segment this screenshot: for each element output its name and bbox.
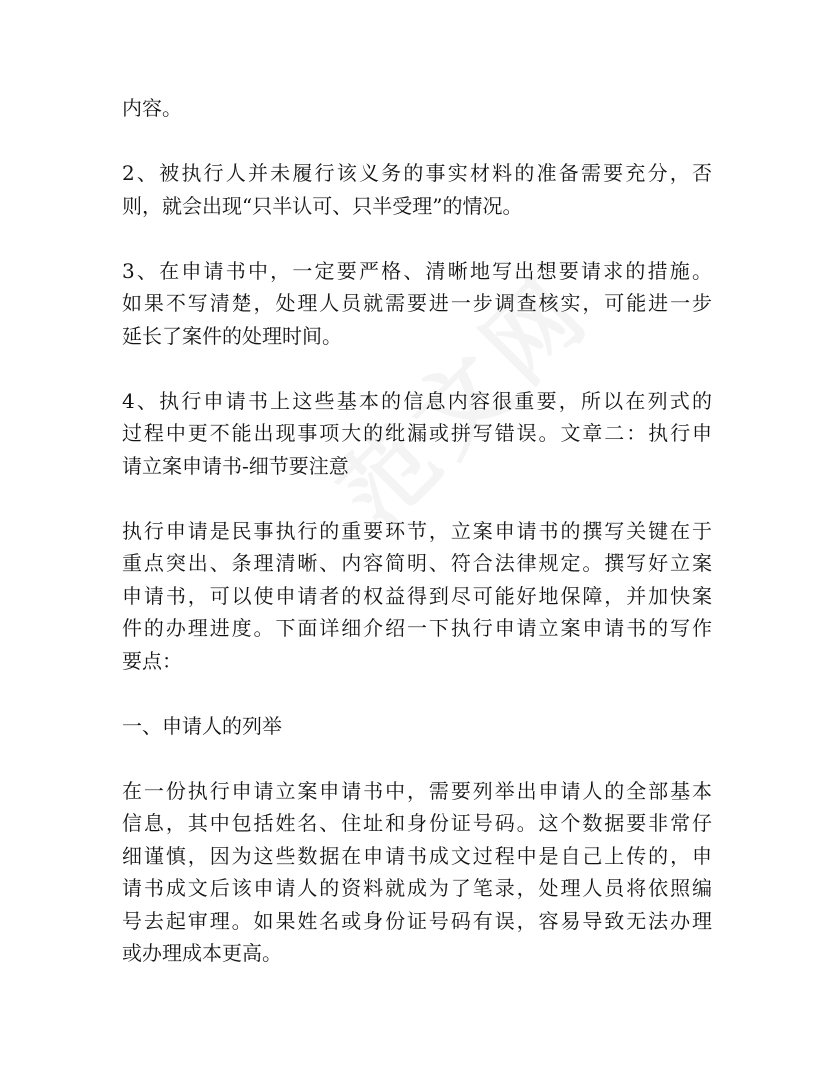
text-line: 信息，其中包括姓名、住址和身份证号码。这个数据要非常仔: [122, 811, 712, 835]
paragraph-content-end: [122, 92, 712, 125]
paragraph-intro: [122, 515, 712, 678]
text-line: 则，就会出现“只半认可、只半受理”的情况。: [122, 193, 523, 218]
text-line: 重点突出、条理清晰、内容简明、符合法律规定。撰写好立案: [122, 551, 712, 575]
text-line: 在一份执行申请立案申请书中，需要列举出申请人的全部基本: [122, 778, 712, 803]
text-line: 件的办理进度。下面详细介绍一下执行申请立案申请书的写作: [122, 616, 712, 640]
text-line: 过程中更不能出现事项大的纰漏或拼写错误。文章二：执行申: [122, 421, 712, 445]
text-line: 细谨慎，因为这些数据在申请书成文过程中是自己上传的，申: [122, 843, 712, 868]
text-line: 执行申请是民事执行的重要环节，立案申请书的撰写关键在于: [122, 518, 712, 543]
paragraph-point-3: [122, 255, 712, 353]
text-line: 申请书，可以使申请者的权益得到尽可能好地保障，并加快案: [122, 583, 712, 608]
text-line: 请立案申请书-细节要注意: [122, 453, 349, 478]
paragraph-point-2: [122, 157, 712, 222]
section-heading-applicant: [122, 710, 712, 743]
text-line: 一、申请人的列举: [122, 713, 282, 738]
text-line: 号去起审理。如果姓名或身份证号码有误，容易导致无法办理: [122, 908, 712, 933]
paragraph-applicant-details: [122, 775, 712, 970]
text-line: 如果不写清楚，处理人员就需要进一步调查核实，可能进一步: [122, 291, 712, 315]
text-line: 4、执行申请书上这些基本的信息内容很重要，所以在列式的: [122, 388, 712, 413]
text-line: 要点：: [122, 648, 182, 673]
text-line: 延长了案件的处理时间。: [122, 323, 342, 348]
text-line: 2、被执行人并未履行该义务的事实材料的准备需要充分，否: [122, 161, 712, 185]
text-line: 或办理成本更高。: [122, 941, 282, 965]
text-line: 3、在申请书中，一定要严格、清晰地写出想要请求的措施。: [122, 258, 712, 283]
text-line: 内容。: [122, 96, 182, 120]
document-body: [122, 92, 712, 1002]
text-line: 请书成文后该申请人的资料就成为了笔录，处理人员将依照编: [122, 876, 712, 900]
paragraph-point-4: [122, 385, 712, 483]
